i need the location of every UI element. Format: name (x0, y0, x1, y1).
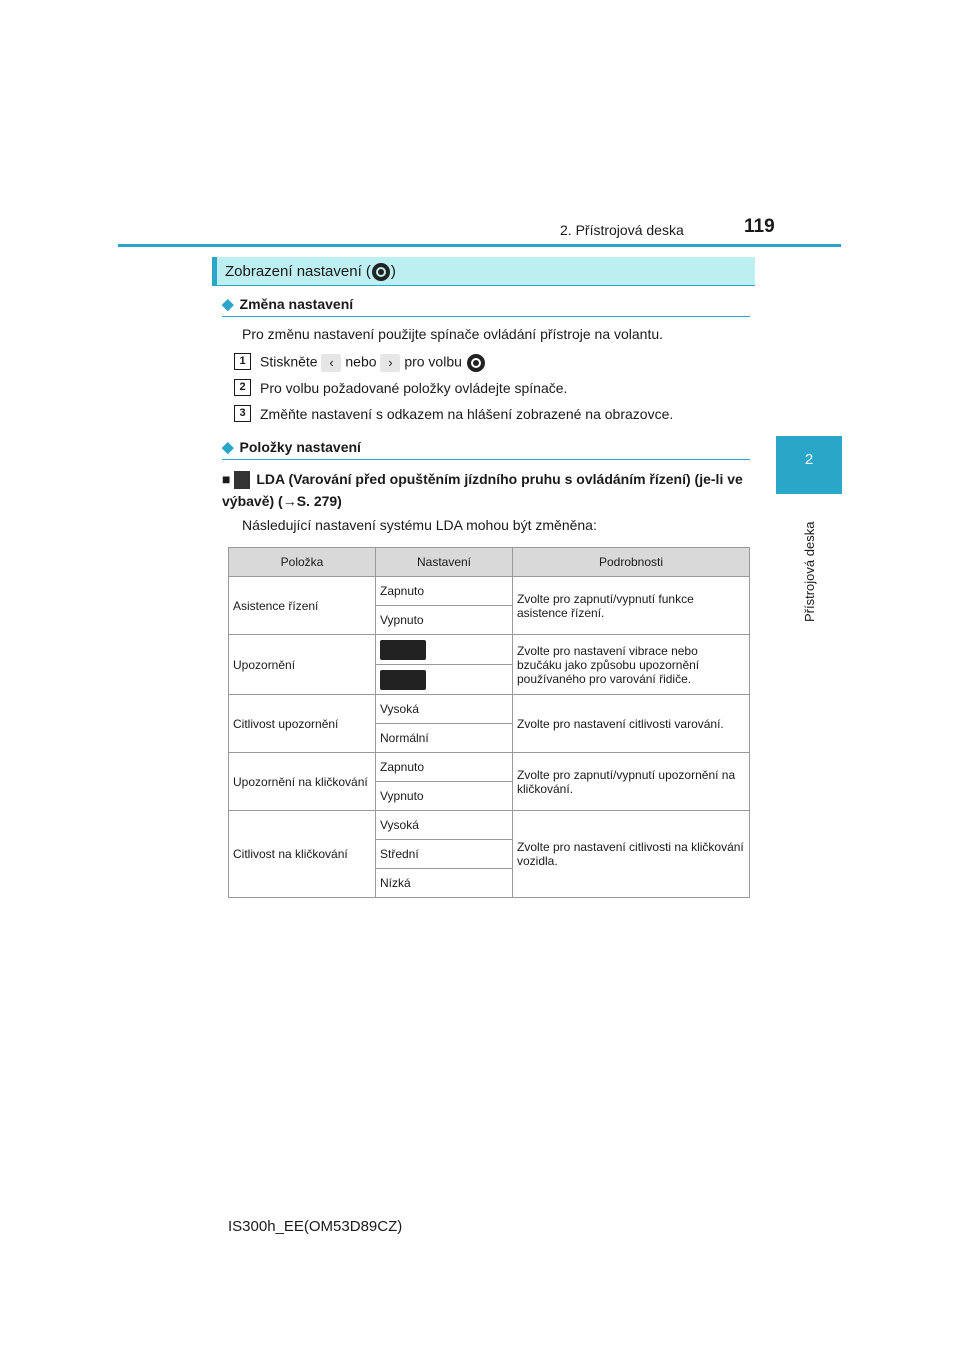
table-row (229, 811, 750, 840)
setting-cell: Zapnuto (376, 753, 513, 782)
document-code: IS300h_EE(OM53D89CZ) (228, 1218, 403, 1235)
table-row (229, 635, 750, 665)
item-cell: Upozornění na kličkování (229, 753, 376, 811)
lda-icon (234, 471, 250, 489)
setting-cell: Normální (376, 724, 513, 753)
step-1-text: Stiskněte ‹ nebo › pro volbu (260, 353, 486, 373)
step-3-text: Změňte nastavení s odkazem na hlášení zobrazené na obrazovce. (260, 406, 674, 422)
column-header: Podrobnosti (513, 548, 750, 577)
header-rule (118, 244, 841, 247)
step-number: 3 (234, 405, 251, 422)
chapter-tab: 2 (776, 436, 842, 494)
detail-cell: Zvolte pro nastavení vibrace nebo bzučáku jako způsobu upozornění používaného pro varování řidiče. (513, 635, 750, 695)
section-heading: Zobrazení nastavení ( ) (225, 262, 396, 282)
diamond-icon: ◆ (222, 296, 234, 313)
page-number: 119 (744, 216, 775, 237)
buzzer-icon (380, 670, 426, 690)
divider (222, 316, 750, 317)
table-header-row (229, 548, 750, 577)
lda-heading: ■ LDA (Varování před opuštěním jízdního pruhu s ovládáním řízení) (je-li ve výbavě) (→S. 279) (222, 471, 743, 509)
square-bullet-icon: ■ (222, 471, 231, 487)
diamond-icon: ◆ (222, 439, 234, 456)
lda-intro: Následující nastavení systému LDA mohou být změněna: (242, 517, 597, 533)
step-number: 1 (234, 353, 251, 370)
step-number: 2 (234, 379, 251, 396)
setting-cell: Vypnuto (376, 606, 513, 635)
column-header: Nastavení (376, 548, 513, 577)
setting-cell (376, 665, 513, 695)
item-cell: Citlivost upozornění (229, 695, 376, 753)
change-heading: ◆ Změna nastavení (222, 296, 354, 313)
right-arrow-icon: › (380, 354, 400, 372)
item-cell: Upozornění (229, 635, 376, 695)
detail-cell: Zvolte pro nastavení citlivosti varování. (513, 695, 750, 753)
setting-cell: Vysoká (376, 695, 513, 724)
setting-cell (376, 635, 513, 665)
section-heading-box (212, 257, 755, 286)
detail-cell: Zvolte pro nastavení citlivosti na kličkování vozidla. (513, 811, 750, 898)
setting-cell: Zapnuto (376, 577, 513, 606)
setting-cell: Vysoká (376, 811, 513, 840)
change-intro: Pro změnu nastavení použijte spínače ovládání přístroje na volantu. (242, 326, 664, 342)
setting-cell: Nízká (376, 869, 513, 898)
detail-cell: Zvolte pro zapnutí/vypnutí upozornění na kličkování. (513, 753, 750, 811)
divider (222, 459, 750, 460)
chapter-label: Přístrojová deska (802, 521, 817, 622)
column-header: Položka (229, 548, 376, 577)
detail-cell: Zvolte pro zapnutí/vypnutí funkce asistence řízení. (513, 577, 750, 635)
items-heading: ◆ Položky nastavení (222, 439, 361, 456)
table-row (229, 753, 750, 782)
settings-table (228, 547, 750, 898)
setting-cell: Vypnuto (376, 782, 513, 811)
settings-gear-icon (466, 353, 486, 373)
step-2-text: Pro volbu požadované položky ovládejte spínače. (260, 380, 568, 396)
setting-cell: Střední (376, 840, 513, 869)
table-row (229, 695, 750, 724)
vibration-icon (380, 640, 426, 660)
left-arrow-icon: ‹ (321, 354, 341, 372)
section-title: 2. Přístrojová deska (560, 222, 684, 238)
item-cell: Citlivost na kličkování (229, 811, 376, 898)
table-row (229, 577, 750, 606)
item-cell: Asistence řízení (229, 577, 376, 635)
settings-gear-icon (371, 262, 391, 282)
